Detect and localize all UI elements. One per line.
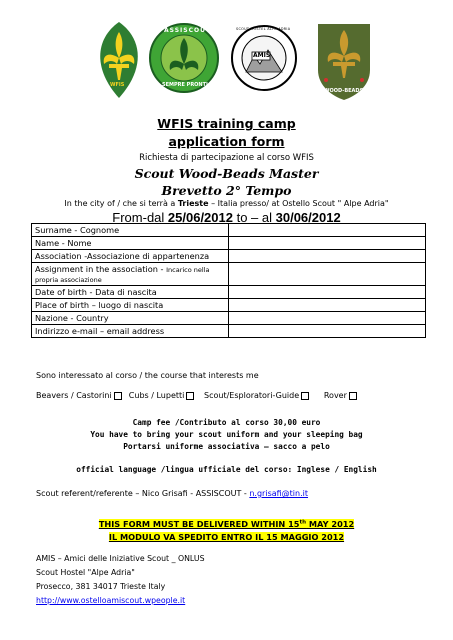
bring-uniform-it: Portarsi uniforme associativa – sacco a pelo	[123, 442, 330, 451]
location-line	[0, 199, 453, 208]
location-city: Trieste	[177, 199, 209, 208]
official-language: official language /lingua ufficiale del corso: Inglese / English	[76, 465, 377, 474]
title-training-camp: WFIS training camp	[157, 116, 296, 131]
camp-fee: Camp fee /Contributo al corso 30,00 euro	[132, 418, 321, 427]
footer-link-line	[36, 596, 185, 605]
form-row	[32, 299, 426, 312]
form-row-input-cell[interactable]	[229, 237, 426, 250]
option-scout[interactable]: Scout/Esploratori-Guide	[204, 391, 311, 400]
referent-email-link[interactable]: n.grisafi@tin.it	[249, 489, 309, 498]
form-row	[32, 286, 426, 299]
deadline-en-text: THIS FORM MUST BE DELIVERED WITHIN 15th MAY 2012	[98, 519, 355, 529]
form-row	[32, 224, 426, 237]
assiscout-logo-text: ASSISCOUT	[164, 27, 212, 34]
scout-checkbox[interactable]	[301, 392, 309, 400]
form-row	[32, 325, 426, 338]
form-row-label	[32, 325, 229, 338]
location-post: – Italia presso/ at Ostello Scout " Alpe Adria"	[208, 199, 389, 208]
application-table-body	[32, 224, 426, 338]
application-table	[31, 223, 426, 338]
form-row-note: Incarico nella propria associazione	[35, 266, 210, 284]
form-row-label-text: Date of birth - Data di nascita	[35, 287, 157, 297]
form-row	[32, 312, 426, 325]
footer-org: AMIS – Amici delle Iniziative Scout _ ONLUS	[36, 554, 205, 563]
option-rover[interactable]: Rover	[324, 391, 359, 400]
deadline-it-text: IL MODULO VA SPEDITO ENTRO IL 15 MAGGIO 2012	[108, 532, 345, 542]
assiscout-logo-motto: SEMPRE PRONTI	[162, 82, 208, 88]
amis-logo-ring-text: SCOUT HOSTEL ALPE ADRIA	[236, 27, 291, 31]
form-row-label	[32, 250, 229, 263]
form-row-input-cell[interactable]	[229, 312, 426, 325]
form-row-label-text: Name - Nome	[35, 238, 92, 248]
form-row	[32, 263, 426, 286]
footer-hostel: Scout Hostel "Alpe Adria"	[36, 568, 135, 577]
form-row-label	[32, 224, 229, 237]
beavers-checkbox[interactable]	[114, 392, 122, 400]
form-row-label-text: Association -Associazione di appartenenza	[35, 251, 210, 261]
wfis-logo-text: WFIS	[110, 82, 125, 88]
website-link[interactable]: http://www.ostelloamiscout.wpeople.it	[36, 596, 186, 605]
form-row-input-cell[interactable]	[229, 299, 426, 312]
to-date: 30/06/2012	[275, 210, 341, 225]
amis-logo-text: AMIS	[253, 52, 271, 59]
course-options	[36, 391, 359, 400]
referent-line	[36, 489, 308, 498]
course-title: Scout Wood-Beads Master	[134, 166, 319, 181]
footer-address: Prosecco, 381 34017 Trieste Italy	[36, 582, 166, 591]
title-application-form: application form	[168, 134, 285, 149]
form-row-label-text: Indirizzo e-mail – email address	[35, 326, 165, 336]
referent-text: Scout referent/referente – Nico Grisafi - ASSISCOUT -	[36, 489, 250, 498]
from-label: From-dal	[112, 210, 168, 225]
from-date: 25/06/2012	[167, 210, 233, 225]
form-row-input-cell[interactable]	[229, 263, 426, 286]
form-row	[32, 237, 426, 250]
form-row-input-cell[interactable]	[229, 250, 426, 263]
cubs-checkbox[interactable]	[186, 392, 194, 400]
wood-beads-logo-text: WOOD-BEADS	[324, 88, 364, 94]
wfis-logo	[90, 20, 148, 100]
wood-beads-logo	[312, 20, 376, 102]
bring-uniform-en: You have to bring your scout uniform and your sleeping bag	[90, 430, 363, 439]
option-beavers[interactable]: Beavers / Castorini	[36, 391, 124, 400]
amis-logo	[230, 24, 298, 92]
form-row-label-text: Nazione - Country	[35, 313, 109, 323]
form-row	[32, 250, 426, 263]
form-row-label-text: Place of birth – luogo di nascita	[35, 300, 164, 310]
form-row-label	[32, 263, 229, 286]
form-row-label	[32, 286, 229, 299]
form-row-input-cell[interactable]	[229, 325, 426, 338]
course-interest-intro: Sono interessato al corso / the course that interests me	[36, 371, 259, 380]
location-pre: In the city of / che si terrà a	[64, 199, 178, 208]
form-row-label-text: Assignment in the association -	[35, 264, 167, 274]
logo-row	[90, 20, 380, 102]
course-subtitle: Brevetto 2° Tempo	[161, 183, 292, 198]
form-row-input-cell[interactable]	[229, 224, 426, 237]
form-row-label	[32, 237, 229, 250]
form-row-label-text: Surname - Cognome	[35, 225, 120, 235]
form-row-label	[32, 312, 229, 325]
rover-checkbox[interactable]	[349, 392, 357, 400]
to-label: to – al	[232, 210, 276, 225]
deadline-it	[0, 525, 453, 544]
assiscout-logo	[148, 22, 220, 94]
subtitle: Richiesta di partecipazione al corso WFIS	[139, 153, 314, 163]
form-row-label	[32, 299, 229, 312]
form-row-input-cell[interactable]	[229, 286, 426, 299]
option-cubs[interactable]: Cubs / Lupetti	[129, 391, 197, 400]
